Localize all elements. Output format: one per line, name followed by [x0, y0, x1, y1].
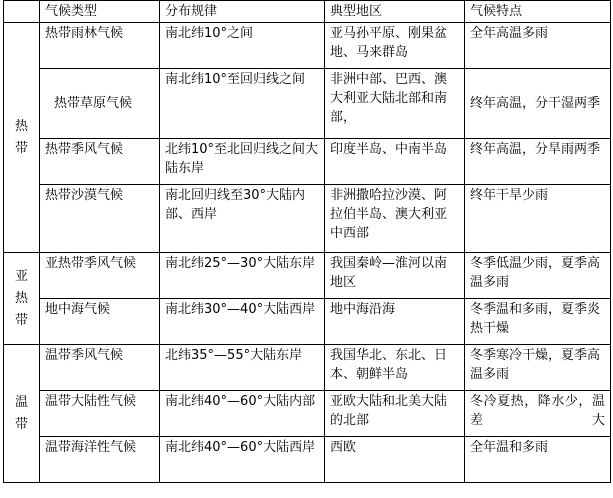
- climate-table: [3, 0, 611, 483]
- region-cell: 印度半岛、中南半岛: [325, 139, 465, 185]
- region-cell: 亚马孙平原、刚果盆地、马来群岛: [325, 23, 465, 69]
- distribution-cell: 北纬35°—55°大陆东岸: [160, 345, 325, 391]
- header-cell-region: 典型地区: [325, 1, 465, 23]
- region-cell: 非洲撒哈拉沙漠、阿拉伯半岛、澳大利亚中西部: [325, 185, 465, 253]
- feature-cell: 冬季低温少雨，夏季高温多雨: [465, 253, 611, 299]
- group-char: 热: [14, 118, 28, 134]
- feature-cell: 全年温和多雨: [465, 437, 611, 483]
- climate-type-cell: 温带季风气候: [40, 345, 160, 391]
- table-row: [4, 345, 611, 391]
- group-label-subtropical: [4, 253, 40, 345]
- feature-cell: 冬冷夏热，降水少，温差大: [465, 391, 611, 437]
- group-char: 亚: [14, 268, 28, 284]
- table-row: [4, 69, 611, 139]
- group-char: 温: [14, 394, 28, 410]
- distribution-cell: 南北纬25°—30°大陆东岸: [160, 253, 325, 299]
- table-row: [4, 139, 611, 185]
- feature-cell: 冬季寒冷干燥，夏季高温多雨: [465, 345, 611, 391]
- header-cell-type: 气候类型: [40, 1, 160, 23]
- table-row: [4, 437, 611, 483]
- climate-type-cell: 热带沙漠气候: [40, 185, 160, 253]
- feature-cell: 终年干旱少雨: [465, 185, 611, 253]
- distribution-cell: 南北纬10°之间: [160, 23, 325, 69]
- header-cell-feature: 气候特点: [465, 1, 611, 23]
- climate-type-cell: 地中海气候: [40, 299, 160, 345]
- feature-cell: 终年高温，分干湿两季: [465, 69, 611, 139]
- region-cell: 我国秦岭—淮河以南地区: [325, 253, 465, 299]
- climate-type-cell: 热带季风气候: [40, 139, 160, 185]
- group-label-temperate: [4, 345, 40, 483]
- climate-type-cell: 温带海洋性气候: [40, 437, 160, 483]
- header-row: [4, 1, 611, 23]
- table-row: [4, 391, 611, 437]
- region-cell: 我国华北、东北、日本、朝鲜半岛: [325, 345, 465, 391]
- group-char: 带: [14, 416, 28, 432]
- group-char: 热: [14, 290, 28, 306]
- table-row: [4, 23, 611, 69]
- distribution-cell: 南北纬40°—60°大陆内部: [160, 391, 325, 437]
- climate-type-cell: 热带草原气候: [40, 69, 160, 139]
- distribution-cell: 南北回归线至30°大陆内部、西岸: [160, 185, 325, 253]
- climate-type-cell: 热带雨林气候: [40, 23, 160, 69]
- region-cell: 非洲中部、巴西、澳大利亚大陆北部和南部，: [325, 69, 465, 139]
- feature-cell: 冬季温和多雨，夏季炎热干燥: [465, 299, 611, 345]
- feature-cell: 全年高温多雨: [465, 23, 611, 69]
- table-row: [4, 185, 611, 253]
- distribution-cell: 南北纬30°—40°大陆西岸: [160, 299, 325, 345]
- group-char: 带: [14, 140, 28, 156]
- region-cell: 西欧: [325, 437, 465, 483]
- distribution-cell: 南北纬10°至回归线之间: [160, 69, 325, 139]
- group-label-tropical: [4, 23, 40, 253]
- table-row: [4, 253, 611, 299]
- distribution-cell: 北纬10°至北回归线之间大陆东岸: [160, 139, 325, 185]
- feature-cell: 终年高温，分旱雨两季: [465, 139, 611, 185]
- climate-type-cell: 亚热带季风气候: [40, 253, 160, 299]
- header-cell-group: [4, 1, 40, 23]
- distribution-cell: 南北纬40°—60°大陆西岸: [160, 437, 325, 483]
- region-cell: 亚欧大陆和北美大陆的北部: [325, 391, 465, 437]
- climate-type-cell: 温带大陆性气候: [40, 391, 160, 437]
- header-cell-distribution: 分布规律: [160, 1, 325, 23]
- group-char: 带: [14, 312, 28, 328]
- region-cell: 地中海沿海: [325, 299, 465, 345]
- table-row: [4, 299, 611, 345]
